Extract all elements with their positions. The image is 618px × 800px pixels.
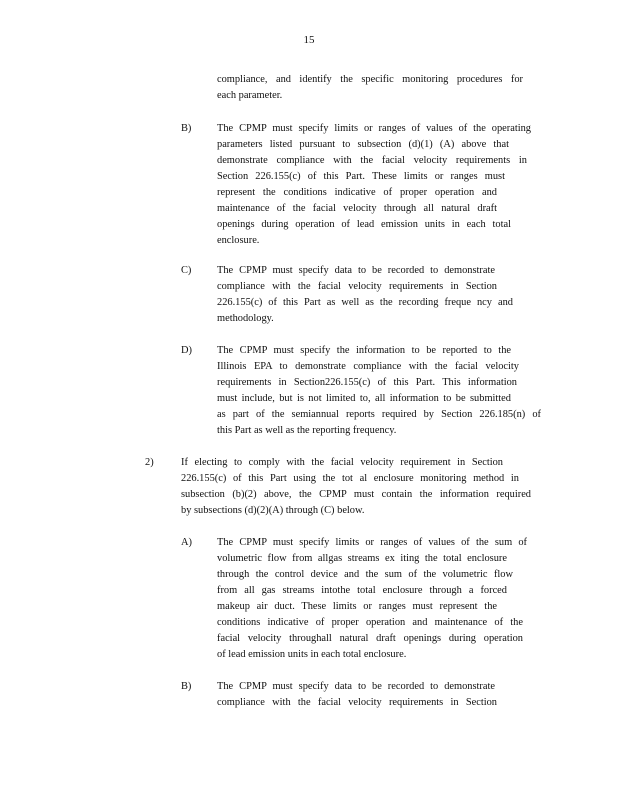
text-line: Section 226.155(c) of this Part. These limits or ranges must bbox=[217, 171, 505, 182]
text-line: by subsections (d)(2)(A) through (C) below. bbox=[181, 505, 365, 516]
text-line: methodology. bbox=[217, 313, 274, 324]
item-marker-2: 2) bbox=[145, 457, 154, 468]
text-line: through the control device and the sum of the volumetric flow bbox=[217, 569, 513, 580]
text-line: enclosure. bbox=[217, 235, 260, 246]
item-marker-c: C) bbox=[181, 265, 192, 276]
paragraph-b-second bbox=[217, 679, 497, 711]
text-line: represent the conditions indicative of proper operation and bbox=[217, 187, 497, 198]
text-line: The CPMP must specify the information to be reported to the bbox=[217, 345, 511, 356]
item-marker-b: B) bbox=[181, 123, 192, 134]
text-line: must include, but is not limited to, all information to be submitted bbox=[217, 393, 511, 404]
text-line: The CPMP must specify limits or ranges of values of the sum of bbox=[217, 537, 527, 548]
text-line: compliance with the facial velocity requirements in Section bbox=[217, 281, 497, 292]
text-line: requirements in Section226.155(c) of this Part. This information bbox=[217, 377, 517, 388]
text-line: as part of the semiannual reports required by Section 226.185(n) of bbox=[217, 409, 541, 420]
text-line: compliance, and identify the specific monitoring procedures for bbox=[217, 74, 523, 85]
text-line: subsection (b)(2) above, the CPMP must contain the information required bbox=[181, 489, 531, 500]
item-marker-b-second: B) bbox=[181, 681, 192, 692]
paragraph-a bbox=[217, 535, 527, 663]
text-line: maintenance of the facial velocity through all natural draft bbox=[217, 203, 497, 214]
text-line: from all gas streams intothe total enclosure through a forced bbox=[217, 585, 507, 596]
paragraph-b bbox=[217, 121, 531, 249]
text-line: The CPMP must specify data to be recorded to demonstrate bbox=[217, 265, 495, 276]
item-marker-d: D) bbox=[181, 345, 192, 356]
text-line: facial velocity throughall natural draft openings during operation bbox=[217, 633, 523, 644]
text-line: 226.155(c) of this Part as well as the recording freque ncy and bbox=[217, 297, 513, 308]
text-line: openings during operation of lead emission units in each total bbox=[217, 219, 511, 230]
text-line: volumetric flow from allgas streams ex iting the total enclosure bbox=[217, 553, 507, 564]
paragraph-2 bbox=[181, 455, 531, 519]
paragraph-d bbox=[217, 343, 541, 439]
text-line: this Part as well as the reporting frequency. bbox=[217, 425, 397, 436]
page-number: 15 bbox=[303, 34, 315, 46]
text-line: conditions indicative of proper operation and maintenance of the bbox=[217, 617, 523, 628]
text-line: compliance with the facial velocity requirements in Section bbox=[217, 697, 497, 708]
paragraph-c bbox=[217, 263, 513, 327]
text-line: demonstrate compliance with the facial velocity requirements in bbox=[217, 155, 527, 166]
text-line: makeup air duct. These limits or ranges must represent the bbox=[217, 601, 497, 612]
text-line: each parameter. bbox=[217, 90, 283, 101]
item-marker-a: A) bbox=[181, 537, 192, 548]
text-line: The CPMP must specify data to be recorded to demonstrate bbox=[217, 681, 495, 692]
text-line: The CPMP must specify limits or ranges of values of the operating bbox=[217, 123, 531, 134]
text-line: of lead emission units in each total enclosure. bbox=[217, 649, 407, 660]
continuation-paragraph bbox=[217, 72, 523, 104]
text-line: parameters listed pursuant to subsection (d)(1) (A) above that bbox=[217, 139, 509, 150]
text-line: If electing to comply with the facial velocity requirement in Section bbox=[181, 457, 503, 468]
text-line: Illinois EPA to demonstrate compliance with the facial velocity bbox=[217, 361, 519, 372]
text-line: 226.155(c) of this Part using the tot al enclosure monitoring method in bbox=[181, 473, 519, 484]
